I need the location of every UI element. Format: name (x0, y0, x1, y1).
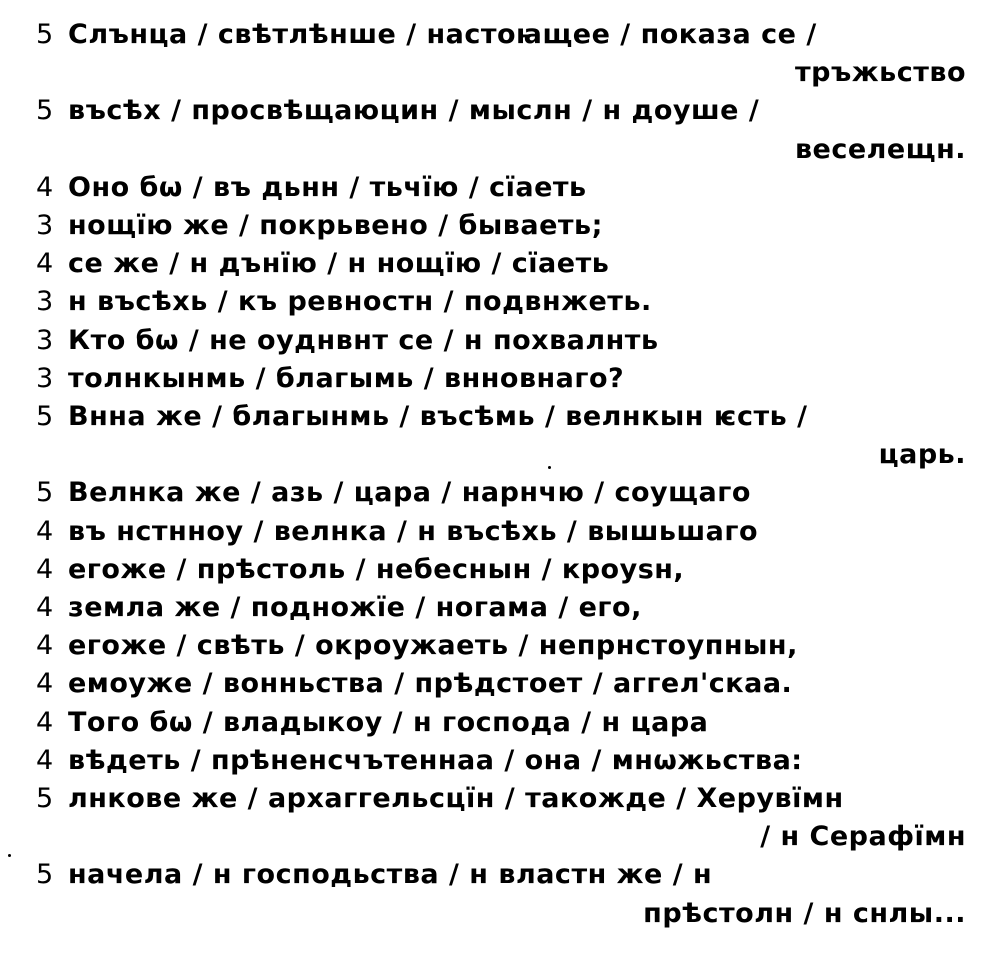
syllable-count: 3 (36, 210, 54, 241)
verse-line (36, 742, 966, 780)
verse-text: Велнка же / азь / цара / нарнчю / соущаго (68, 477, 751, 509)
verse-text: вѣдеть / прѣненсчътеннаа / она / мнѡжьства: (68, 744, 803, 776)
verse-line (36, 16, 966, 54)
verse-line (36, 780, 966, 818)
syllable-count: 4 (36, 630, 54, 662)
verse-text: земла же / подножїе / ногама / его, (68, 592, 642, 623)
verse-text: се же / н дънїю / н нощїю / сїаеть (68, 248, 610, 280)
verse-line (36, 360, 966, 398)
verse-line (36, 513, 966, 551)
syllable-count: 4 (36, 706, 54, 738)
syllable-count: 4 (36, 515, 54, 547)
syllable-count: 4 (36, 668, 54, 700)
syllable-count: 5 (36, 95, 54, 127)
verse-continuation: царь. (878, 439, 966, 471)
verse-text: Кто бѡ / не оуднвнт се / н похвалнть (68, 324, 659, 356)
verse-text: нощїю же / покрьвено / бываеть; (68, 210, 603, 241)
syllable-count: 4 (36, 171, 54, 203)
verse-text: Того бѡ / владыкоу / н господа / н цара (68, 706, 709, 738)
verse-text: начела / н господьства / н властн же / н (68, 859, 713, 891)
scan-speck (8, 854, 11, 857)
verse-line (36, 589, 966, 627)
verse-line (36, 283, 966, 321)
verse-text: въ нстнноу / велнка / н въсѣхь / вышьшаго (68, 515, 758, 547)
syllable-count: 4 (36, 248, 54, 280)
syllable-count: 5 (36, 401, 54, 432)
verse-line (36, 322, 966, 360)
syllable-count: 5 (36, 859, 54, 891)
verse-line (36, 207, 966, 245)
verse-line (36, 169, 966, 207)
verse-continuation: прѣстолн / н снлы... (643, 897, 966, 929)
verse-continuation: / н Серафїмн (760, 821, 966, 853)
verse-line (36, 474, 966, 512)
syllable-count: 5 (36, 783, 54, 814)
syllable-count: 5 (36, 19, 54, 50)
verse-text: Оно бѡ / въ дьнн / тьчїю / сїаеть (68, 171, 587, 203)
verse-text: егоже / свѣть / окроужаеть / непрнстоупнын, (68, 630, 798, 662)
syllable-count: 4 (36, 744, 54, 776)
verse-line (36, 856, 966, 894)
verse-text: Внна же / благынмь / въсѣмь / велнкын ѥсть / (68, 401, 808, 432)
verse-line (36, 551, 966, 589)
syllable-count: 3 (36, 286, 54, 318)
syllable-count: 3 (36, 324, 54, 356)
syllable-count: 4 (36, 592, 54, 623)
verse-text: Слънца / свѣтлѣнше / настоꙗщее / показа се / (68, 19, 817, 50)
verse-continuation: веселещн. (794, 133, 966, 165)
verse-line (36, 92, 966, 130)
verse-line (36, 398, 966, 436)
verse-continuation: тръжьство (795, 57, 966, 89)
syllable-count: 3 (36, 362, 54, 394)
verse-text: емоуже / вонньства / прѣдстоет / аггел'скаа. (68, 668, 793, 700)
verse-text: въсѣх / просвѣщаюцин / мыслн / н доуше / (68, 95, 760, 127)
verse-line (36, 704, 966, 742)
verse-line (36, 665, 966, 703)
verse-text: н въсѣхь / къ ревностн / подвнжеть. (68, 286, 652, 318)
verse-line (36, 245, 966, 283)
verse-text: лнкове же / архаггельсцїн / такожде / Херувїмн (68, 783, 844, 814)
syllable-count: 5 (36, 477, 54, 509)
verse-text: толнкынмь / благымь / внновнаго? (68, 362, 625, 394)
verse-text: егоже / прѣстоль / небеснын / кроуѕн, (68, 553, 685, 585)
verse-line (36, 627, 966, 665)
syllable-count: 4 (36, 553, 54, 585)
scan-speck (548, 466, 551, 469)
